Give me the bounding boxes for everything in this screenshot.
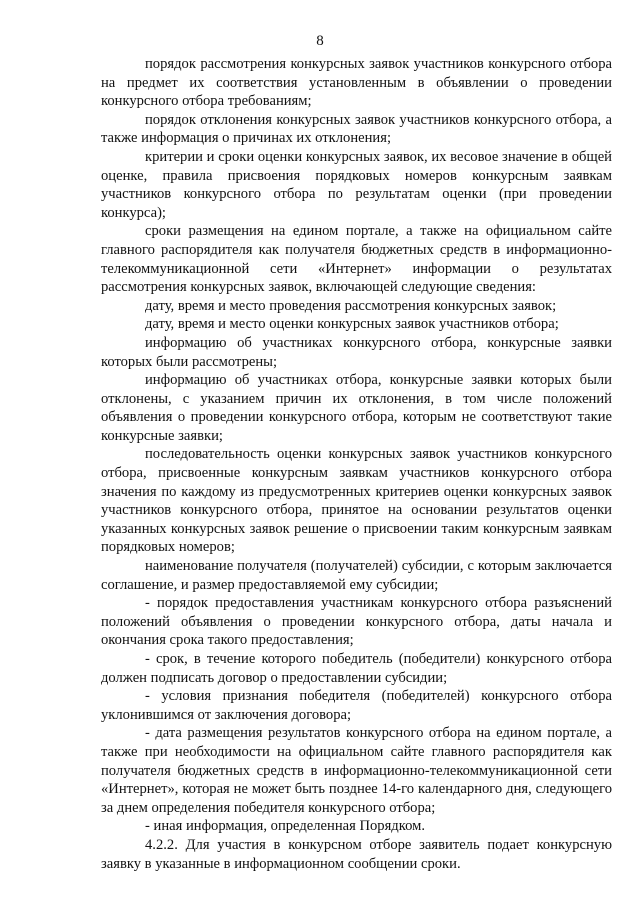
- paragraph: критерии и сроки оценки конкурсных заявок, их весовое значение в общей оценке, правила присвоения порядковых номеров конкурсным заявкам участников конкурсного отбора по результатам оценки (при проведении конкурса);: [101, 148, 612, 221]
- paragraph: - иная информация, определенная Порядком.: [145, 818, 425, 835]
- paragraph: последовательность оценки конкурсных заявок участников конкурсного отбора, присвоенные конкурсным заявкам участников конкурсного отбора значения по каждому из предусмотренных критериев оценки конкурсных заявок участников конкурсного отбора, принятое на основании результатов оценки указанных конкурсных заявок решение о присвоении таким конкурсным заявкам порядковых номеров;: [101, 446, 612, 556]
- paragraph: - условия признания победителя (победителей) конкурсного отбора уклонившимся от заключения договора;: [101, 688, 612, 723]
- page-number: 8: [316, 33, 324, 49]
- paragraph: наименование получателя (получателей) субсидии, с которым заключается соглашение, и размер предоставляемой ему субсидии;: [101, 558, 612, 593]
- paragraph: информацию об участниках отбора, конкурсные заявки которых были отклонены, с указанием причин их отклонения, в том числе положений объявления о проведении конкурсного отбора, которым не соответствуют такие конкурсные заявки;: [101, 372, 612, 444]
- paragraph: дату, время и место проведения рассмотрения конкурсных заявок;: [145, 297, 557, 314]
- document-body: [101, 55, 612, 873]
- paragraph: информацию об участниках конкурсного отбора, конкурсные заявки которых были рассмотрены;: [101, 334, 612, 370]
- paragraph: дату, время и место оценки конкурсных заявок участников отбора;: [145, 316, 559, 333]
- paragraph: - срок, в течение которого победитель (победители) конкурсного отбора должен подписать договор о предоставлении субсидии;: [101, 651, 612, 686]
- paragraph: сроки размещения на едином портале, а также на официальном сайте главного распорядителя как получателя бюджетных средств в информационно-телекоммуникационной сети «Интернет» информации о результатах рассмотрения конкурсных заявок, включающей следующие сведения:: [101, 223, 612, 296]
- paragraph: - дата размещения результатов конкурсного отбора на едином портале, а также при необходимости на официальном сайте главного распорядителя как получателя бюджетных средств в информационно-телекоммуникационной сети «Интернет», которая не может быть позднее 14-го календарного дня, следующего за днем определения победителя конкурсного отбора;: [101, 725, 612, 816]
- paragraph: 4.2.2. Для участия в конкурсном отборе заявитель подает конкурсную заявку в указанные в информационном сообщении сроки.: [101, 836, 612, 872]
- paragraph: - порядок предоставления участникам конкурсного отбора разъяснений положений объявления о проведении конкурсного отбора, даты начала и окончания срока такого предоставления;: [101, 595, 612, 649]
- paragraph: порядок рассмотрения конкурсных заявок участников конкурсного отбора на предмет их соответствия установленным в объявлении о проведении конкурсного отбора требованиям;: [101, 56, 612, 110]
- paragraph: порядок отклонения конкурсных заявок участников конкурсного отбора, а также информация о причинах их отклонения;: [101, 111, 612, 147]
